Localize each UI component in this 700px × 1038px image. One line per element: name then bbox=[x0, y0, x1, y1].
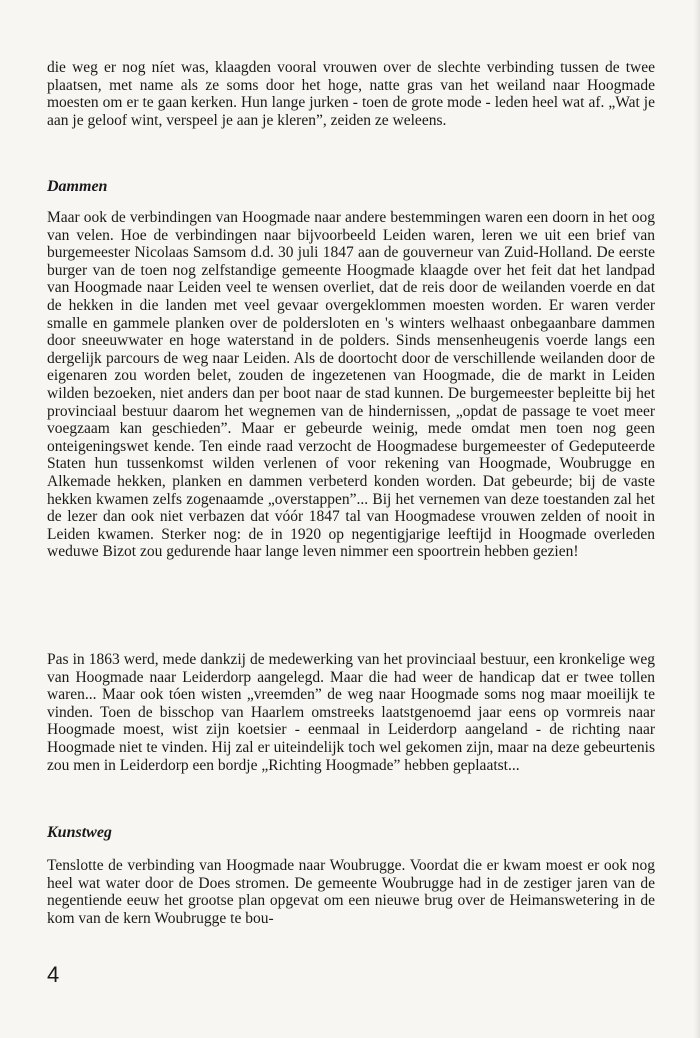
dammen-paragraph-1: Maar ook de verbindingen van Hoogmade naar andere bestemmingen waren een doorn in het oog van velen. Hoe de verbindingen naar bijvoorbeeld Leiden waren, leren we uit een brief van burgemeester Nicolaas Samsom d.d. 30 juli 1847 aan de gouverneur van Zuid-Holland. De eerste burger van de toen nog zelfstandige gemeente Hoogmade klaagde over het feit dat het landpad van Hoogmade naar Leiden veel te wensen overliet, dat de reis door de weilanden voerde en dat de hekken in die landen met veel gevaar overgeklommen moesten worden. Er waren verder smalle en gammele planken over de poldersloten en 's winters welhaast onbegaanbare dammen door sneeuwwater en hoge waterstand in de polders. Sinds mensenheugenis voerde langs een dergelijk parcours de weg naar Leiden. Als de doortocht door de verschillende weilanden door de eigenaren zou worden belet, zouden de ingezetenen van Hoogmade, die de markt in Leiden wilden bezoeken, niet anders dan per boot naar de stad kunnen. De burgemeester bepleitte bij het provinciaal bestuur daarom het wegnemen van de hindernissen, „opdat de passage te voet meer voegzaam kan geschieden”. Maar er gebeurde weinig, mede omdat men toen nog geen onteigeningswet kende. Ten einde raad verzocht de Hoogmadese burgemeester of Gedeputeerde Staten hun tussenkomst wilden verlenen of voor rekening van Hoogmade, Woubrugge en Alkemade hekken, planken en dammen verbeterd konden worden. Dat gebeurde; bij de vaste hekken kwamen zelfs zogenaamde „overstappen”... Bij het vernemen van deze toestanden zal het de lezer dan ook niet verbazen dat vóór 1847 tal van Hoogmadese vrouwen zelden of nooit in Leiden kwamen. Sterker nog: de in 1920 op negentigjarige leeftijd in Hoogmade overleden weduwe Bizot zou gedurende haar lange leven nimmer een spoortrein hebben gezien! bbox=[47, 209, 655, 561]
heading-dammen: Dammen bbox=[47, 178, 108, 195]
heading-kunstweg: Kunstweg bbox=[47, 824, 112, 841]
page-number: 4 bbox=[47, 962, 60, 987]
dammen-paragraph-2: Pas in 1863 werd, mede dankzij de medewerking van het provinciaal bestuur, een kronkelige weg van Hoogmade naar Leiderdorp aangelegd. Maar die had weer de handicap dat er twee tollen waren... Maar ook tóen wisten „vreemden” de weg naar Hoogmade soms nog maar moeilijk te vinden. Toen de bisschop van Haarlem omstreeks laatstgenoemd jaar eens op vormreis naar Hoogmade moest, wist zijn koetsier - eenmaal in Leiderdorp aangeland - de richting naar Hoogmade niet te vinden. Hij zal er uiteindelijk toch wel gekomen zijn, maar na deze gebeurtenis zou men in Leiderdorp een bordje „Richting Hoogmade” hebben geplaatst... bbox=[47, 651, 655, 774]
intro-paragraph: die weg er nog níet was, klaagden vooral vrouwen over de slechte verbinding tussen de twee plaatsen, met name als ze soms door het hoge, natte gras van het weiland naar Hoogmade moesten om er te gaan kerken. Hun lange jurken - toen de grote mode - leden heel wat af. „Wat je aan je geloof wint, verspeel je aan je kleren”, zeiden ze weleens. bbox=[47, 59, 655, 129]
kunstweg-paragraph-1: Tenslotte de verbinding van Hoogmade naar Woubrugge. Voordat die er kwam moest er ook nog heel wat water door de Does stromen. De gemeente Woubrugge had in de zestiger jaren van de negentiende eeuw het grootse plan opgevat om een nieuwe brug over de Heimanswetering in de kom van de kern Woubrugge te bou- bbox=[47, 857, 655, 927]
page-edge-shadow bbox=[694, 0, 700, 1038]
